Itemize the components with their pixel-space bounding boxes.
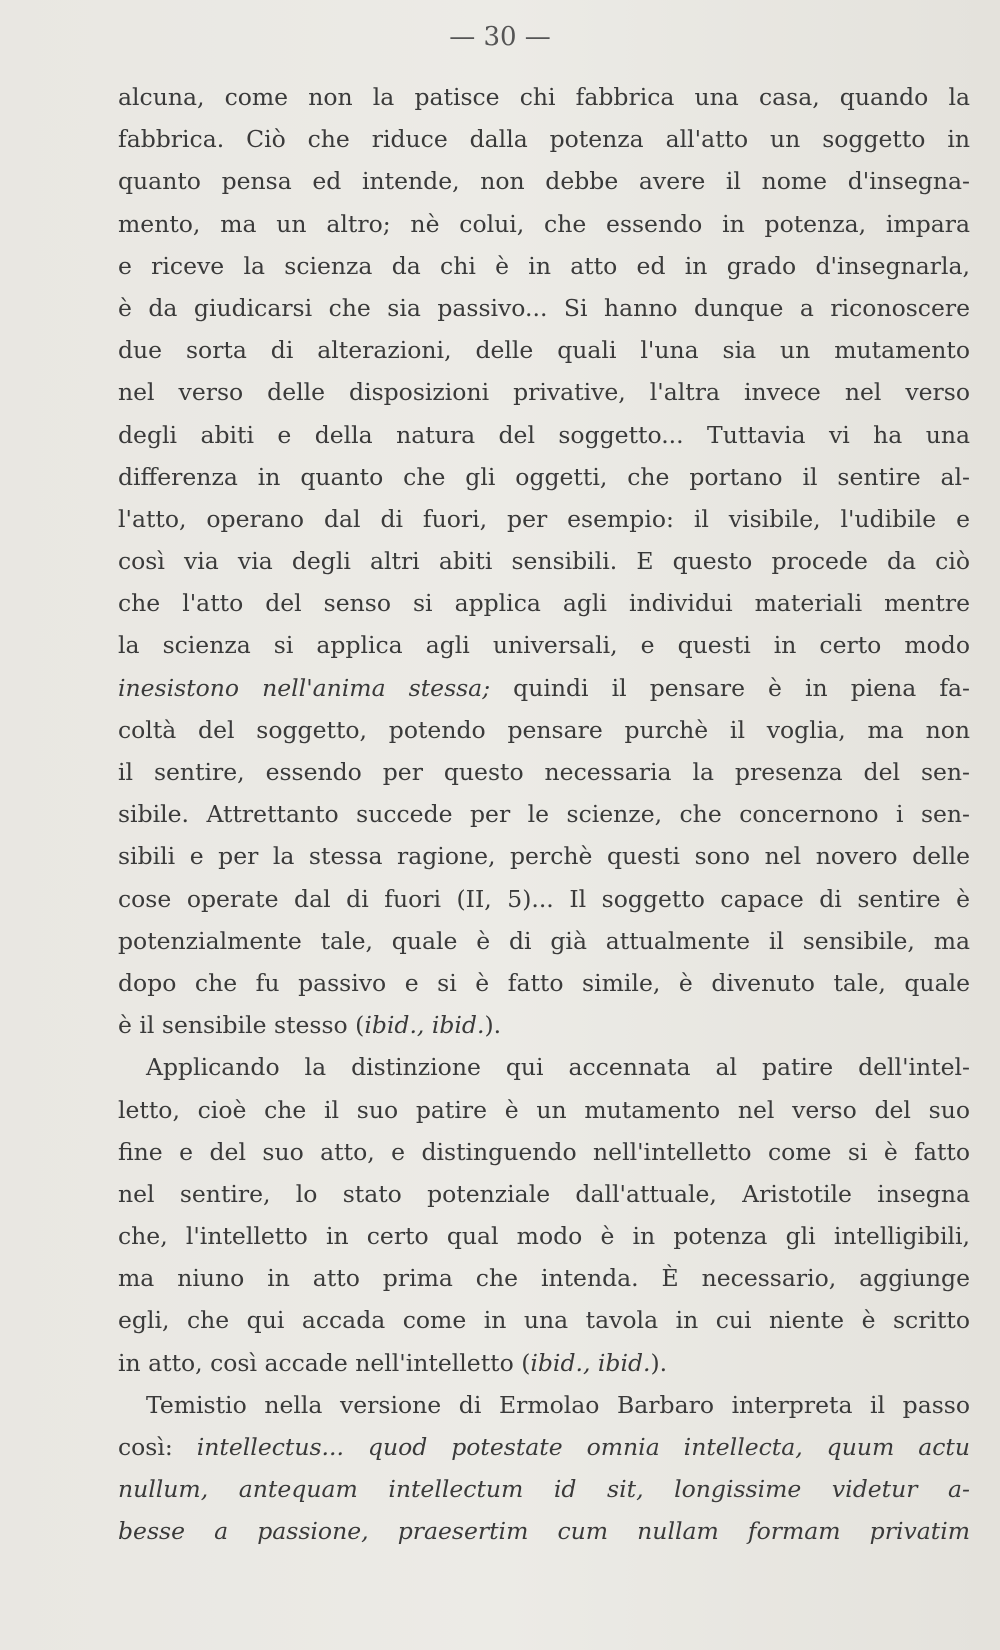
text-line <box>118 498 970 540</box>
text-segment: il sentire, essendo per questo necessaria la presenza del sen- <box>118 758 970 786</box>
text-line <box>118 245 970 287</box>
text-segment: è il sensibile stesso ( <box>118 1011 365 1040</box>
body-text <box>118 76 970 1553</box>
text-line <box>118 1426 970 1468</box>
text-line <box>118 835 970 877</box>
text-segment: così via via degli altri abiti sensibili. E questo procede da ciò <box>118 547 970 576</box>
text-line <box>118 1468 970 1510</box>
text-segment: egli, che qui accada come in una tavola in cui niente è scritto <box>118 1306 970 1335</box>
text-line <box>118 329 970 371</box>
text-segment: è da giudicarsi che sia passivo... Si hanno dunque a riconoscere <box>118 293 970 322</box>
text-line <box>118 1215 970 1257</box>
text-line <box>118 118 970 160</box>
italic-text: ibid., ibid. <box>530 1348 651 1377</box>
text-line <box>118 287 970 329</box>
text-segment: degli abiti e della natura del soggetto... Tuttavia vi ha una <box>118 420 970 449</box>
text-line <box>118 878 970 920</box>
text-line <box>118 582 970 624</box>
text-segment: due sorta di alterazioni, delle quali l'una sia un mutamento <box>118 336 970 365</box>
text-line <box>118 1299 970 1341</box>
text-segment: sibile. Attrettanto succede per le scienze, che concernono i sen- <box>118 800 970 829</box>
text-segment: sibili e per la stessa ragione, perchè questi sono nel novero delle <box>118 842 970 871</box>
text-line <box>118 1342 970 1384</box>
text-segment: cose operate dal di fuori (II, 5)... Il soggetto capace di sentire è <box>118 884 970 913</box>
text-line <box>118 1510 970 1552</box>
text-line <box>118 709 970 751</box>
text-segment: ). <box>484 1011 502 1040</box>
text-segment: Temistio nella versione di Ermolao Barbaro interpreta il passo <box>146 1390 970 1419</box>
text-segment: potenzialmente tale, quale è di già attualmente il sensibile, ma <box>118 926 970 955</box>
text-line <box>118 76 970 118</box>
text-segment: quindi il pensare è in piena fa- <box>490 673 970 702</box>
text-segment: che l'atto del senso si applica agli individui materiali mentre <box>118 589 970 618</box>
text-segment: ). <box>650 1348 668 1377</box>
text-line <box>118 962 970 1004</box>
text-line <box>118 456 970 498</box>
text-line <box>118 1384 970 1426</box>
text-segment: dopo che fu passivo e si è fatto simile, è divenuto tale, quale <box>118 968 970 997</box>
text-segment: così: <box>118 1433 197 1461</box>
text-segment: differenza in quanto che gli oggetti, che portano il sentire al- <box>118 462 970 491</box>
text-line <box>118 414 970 456</box>
text-segment: ma niuno in atto prima che intenda. È necessario, aggiunge <box>118 1264 970 1293</box>
text-line <box>118 1089 970 1131</box>
text-segment: fine e del suo atto, e distinguendo nell'intelletto come si è fatto <box>118 1137 970 1166</box>
text-line <box>118 1131 970 1173</box>
text-line <box>118 624 970 666</box>
text-line <box>118 540 970 582</box>
italic-text: intellectus... quod potestate omnia intellecta, quum actu <box>196 1433 970 1461</box>
text-line <box>118 371 970 413</box>
text-segment: alcuna, come non la patisce chi fabbrica una casa, quando la <box>118 83 970 111</box>
italic-text: nullum, antequam intellectum id sit, longissime videtur a- <box>118 1475 970 1504</box>
text-segment: che, l'intelletto in certo qual modo è in potenza gli intelligibili, <box>118 1222 970 1251</box>
italic-text: inesistono nell'anima stessa; <box>118 673 491 702</box>
text-line <box>118 1173 970 1215</box>
text-segment: letto, cioè che il suo patire è un mutamento nel verso del suo <box>118 1095 970 1124</box>
text-segment: coltà del soggetto, potendo pensare purchè il voglia, ma non <box>118 715 970 744</box>
text-segment: e riceve la scienza da chi è in atto ed in grado d'insegnarla, <box>118 251 970 280</box>
text-line <box>118 793 970 835</box>
text-segment: l'atto, operano dal di fuori, per esempio: il visibile, l'udibile e <box>118 504 970 533</box>
text-line <box>118 920 970 962</box>
text-segment: nel sentire, lo stato potenziale dall'attuale, Aristotile insegna <box>118 1179 970 1208</box>
italic-text: ibid., ibid. <box>364 1011 485 1040</box>
text-line <box>118 1257 970 1299</box>
text-line <box>118 667 970 709</box>
text-line <box>118 160 970 202</box>
page-number: — 30 — <box>449 22 551 52</box>
text-line <box>118 751 970 793</box>
text-line <box>118 1004 970 1046</box>
text-segment: nel verso delle disposizioni privative, l'altra invece nel verso <box>118 378 970 407</box>
text-segment: quanto pensa ed intende, non debbe avere il nome d'insegna- <box>118 167 970 196</box>
text-segment: fabbrica. Ciò che riduce dalla potenza all'atto un soggetto in <box>118 125 970 154</box>
text-segment: in atto, così accade nell'intelletto ( <box>118 1348 531 1377</box>
text-segment: mento, ma un altro; nè colui, che essendo in potenza, impara <box>118 209 970 238</box>
text-line <box>118 1046 970 1088</box>
text-line <box>118 203 970 245</box>
text-segment: la scienza si applica agli universali, e questi in certo modo <box>118 631 970 660</box>
text-segment: Applicando la distinzione qui accennata al patire dell'intel- <box>146 1053 970 1082</box>
italic-text: besse a passione, praesertim cum nullam formam privatim <box>118 1517 970 1546</box>
